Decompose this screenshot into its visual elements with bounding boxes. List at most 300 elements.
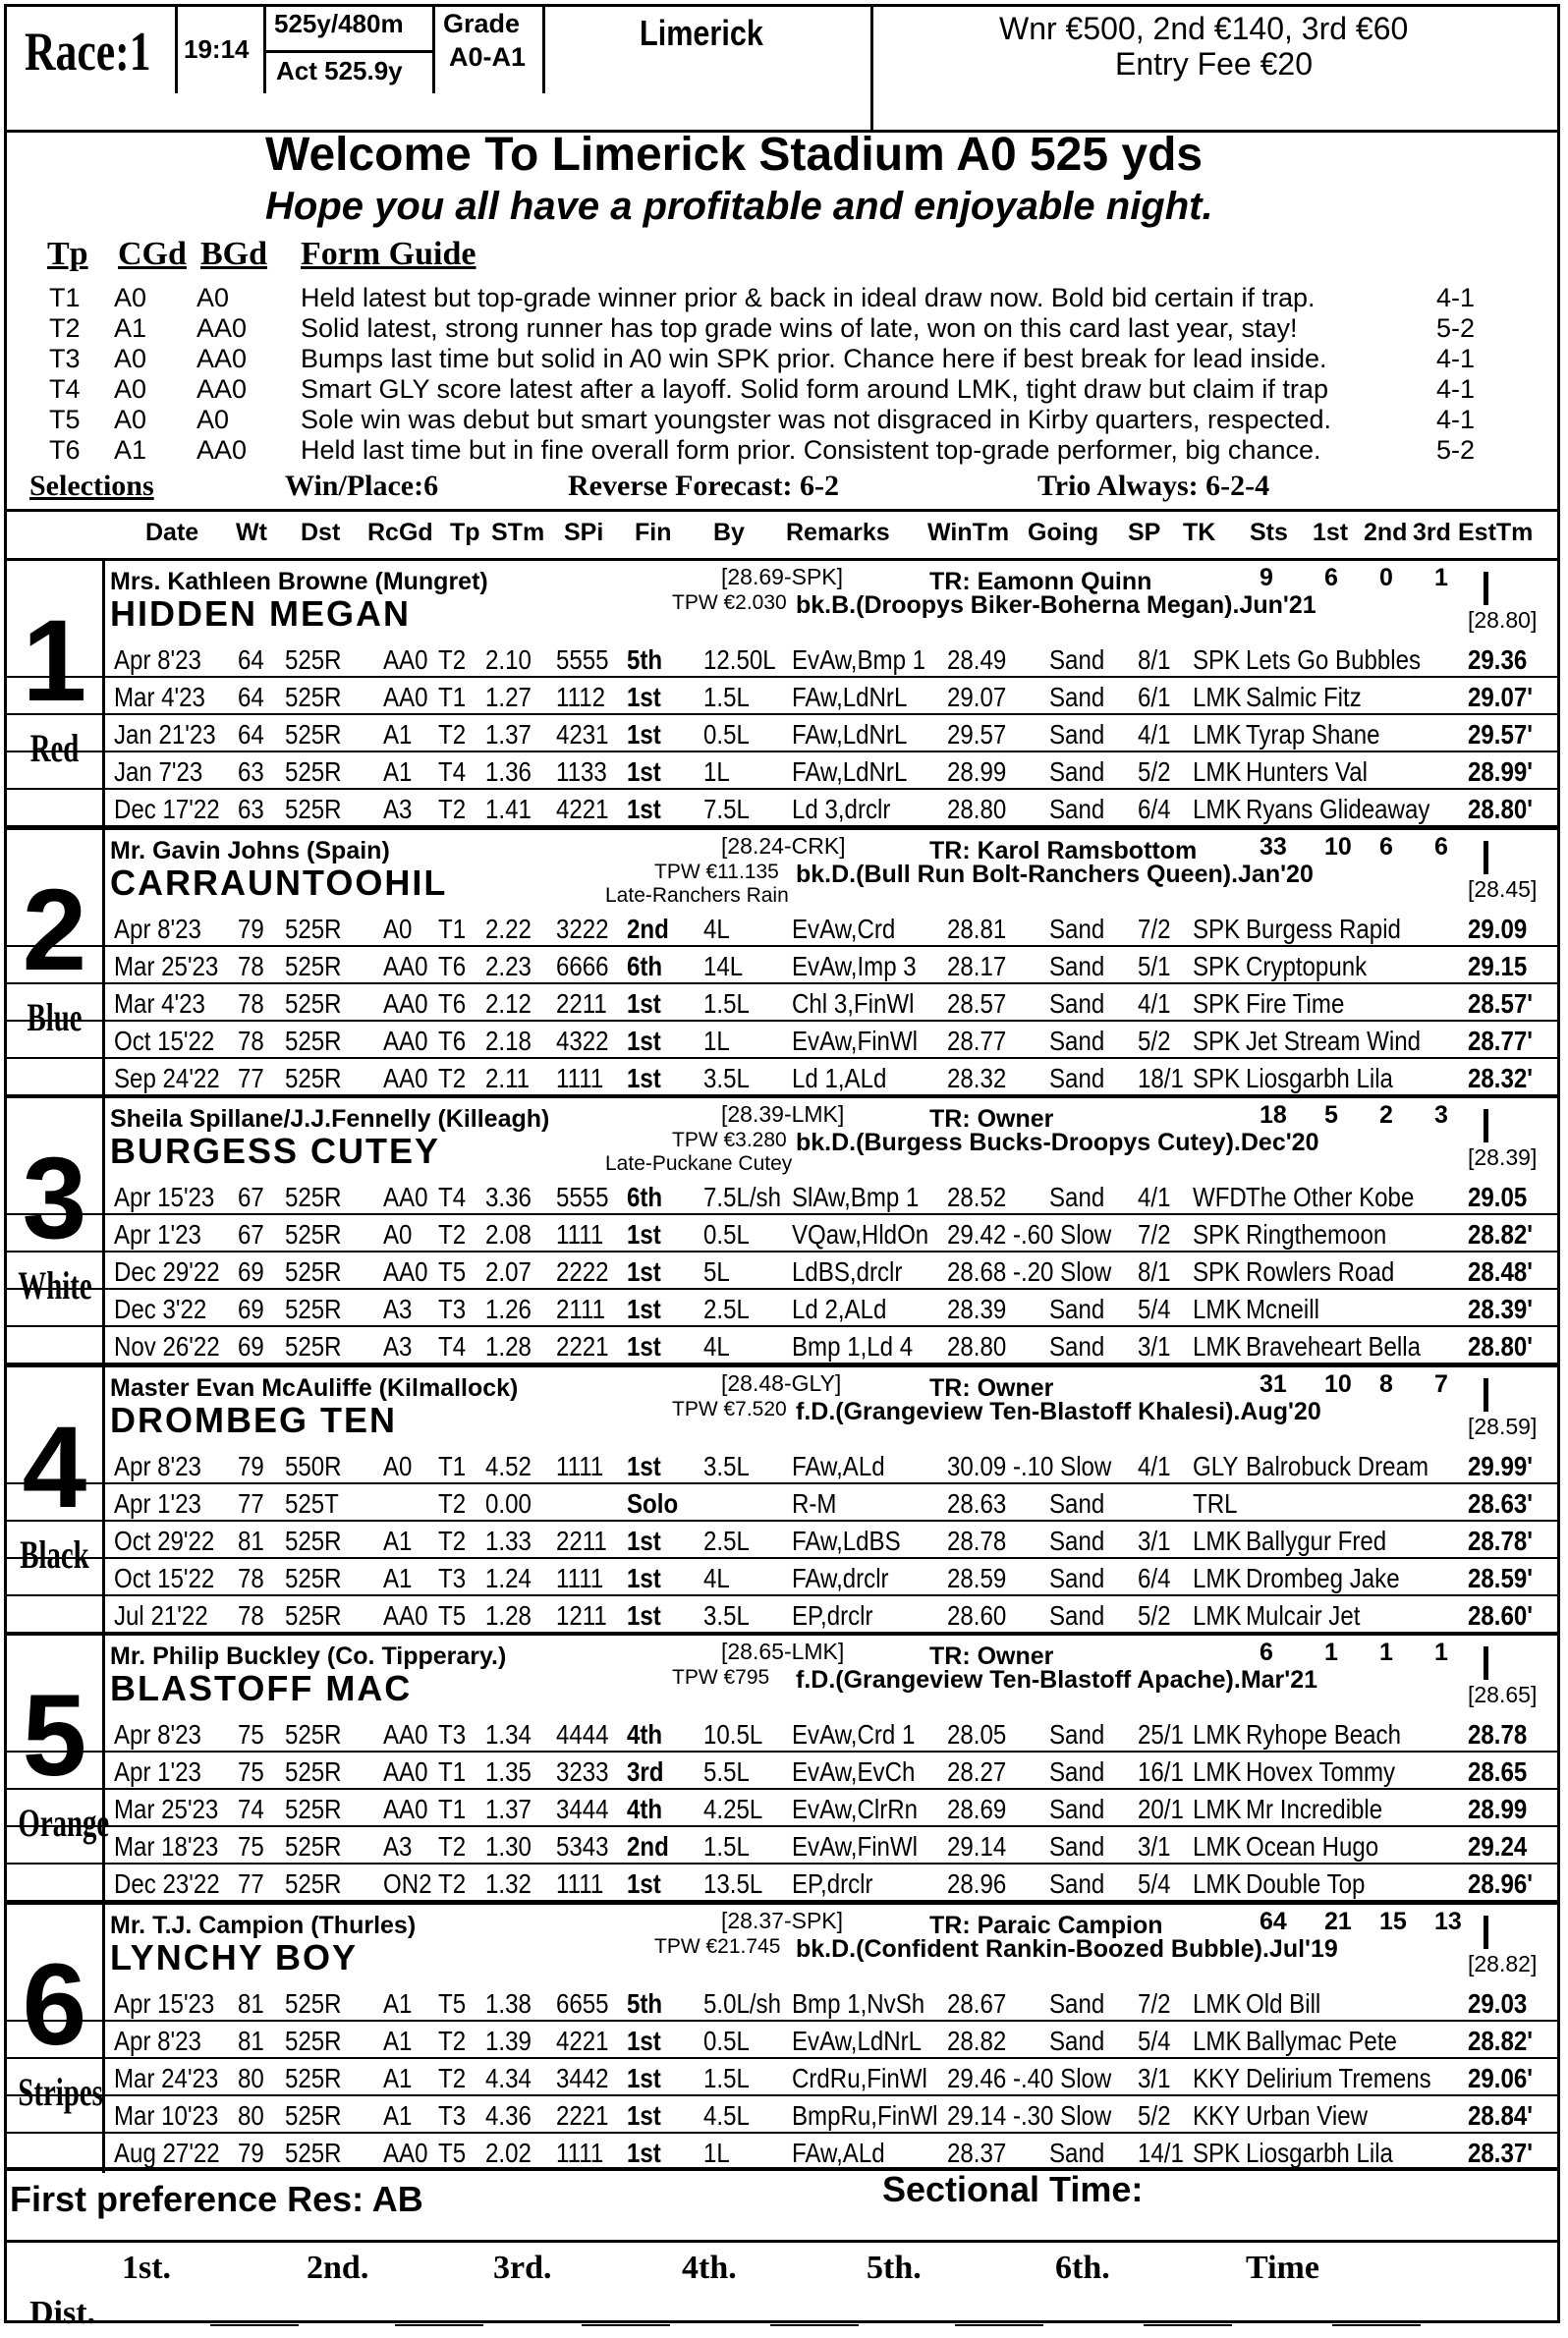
run-cell: SPK: [1193, 1026, 1241, 1056]
run-cell: Jan 7'23: [114, 756, 203, 787]
run-cell: 78: [238, 1563, 264, 1593]
run-cell: 1.39: [485, 2026, 532, 2056]
run-cell: 3/1: [1138, 1831, 1171, 1862]
run-cell: SPK: [1193, 1219, 1241, 1250]
run-cell: AA0: [383, 1063, 428, 1093]
run-cell: T6: [438, 951, 467, 981]
run-cell: 28.82': [1468, 1219, 1533, 1250]
run-cell: Sand: [1049, 2138, 1105, 2168]
run-cell: 1st: [627, 988, 661, 1019]
run-cell: 77: [238, 1868, 264, 1899]
trap-color: Black: [20, 1532, 89, 1577]
run-cell: 28.52: [947, 1182, 1007, 1212]
run-cell: T1: [438, 1451, 467, 1481]
run-cell: Ld 1,ALd: [792, 1063, 887, 1093]
run-cell: Mar 18'23: [114, 1831, 219, 1862]
stat-third: 1: [1434, 1639, 1448, 1666]
run-cell: Urban View: [1246, 2100, 1369, 2131]
run-cell: Apr 8'23: [114, 914, 201, 944]
run-cell: T2: [438, 1868, 467, 1899]
run-cell: EvAw,Crd 1: [792, 1719, 916, 1750]
run-cell: Ballymac Pete: [1246, 2026, 1397, 2056]
run-cell: 2.10: [485, 644, 532, 675]
run-cell: 28.57': [1468, 988, 1533, 1019]
fg-cgd-header: CGd: [118, 236, 187, 272]
run-cell: 0.5L: [703, 2026, 750, 2056]
run-cell: LMK: [1193, 719, 1242, 750]
divider: [4, 2240, 1560, 2243]
run-cell: 525R: [285, 1182, 342, 1212]
run-cell: Lets Go Bubbles: [1246, 644, 1422, 675]
trap-number: 4: [22, 1403, 87, 1532]
run-cell: 525R: [285, 1219, 342, 1250]
run-cell: 2221: [556, 1331, 609, 1362]
run-cell: 1st: [627, 2063, 661, 2093]
run-cell: 28.48': [1468, 1256, 1533, 1287]
owner: Mrs. Kathleen Browne (Mungret): [110, 568, 488, 595]
run-cell: 28.63': [1468, 1488, 1533, 1519]
run-cell: 1.5L: [703, 2063, 750, 2093]
run-cell: Sand: [1049, 2026, 1105, 2056]
tpw: TPW €7.520: [672, 1398, 787, 1420]
stat-second: 1: [1379, 1639, 1393, 1666]
run-cell: 2.5L: [703, 1526, 750, 1556]
fg-row-bgd: AA0: [196, 313, 248, 343]
run-cell: 5555: [556, 644, 609, 675]
run-cell: 1.26: [485, 1294, 532, 1324]
run-cell: 78: [238, 951, 264, 981]
run-cell: A3: [383, 1294, 413, 1324]
place-entry-line[interactable]: [210, 2324, 299, 2326]
fg-row-cgd: A0: [114, 374, 147, 404]
run-cell: Mar 24'23: [114, 2063, 219, 2093]
runner-trap-2: [4, 829, 1560, 1098]
run-cell: 525R: [285, 794, 342, 824]
trap-number: 2: [22, 865, 87, 995]
run-cell: 525R: [285, 1526, 342, 1556]
run-cell: Jet Stream Wind: [1246, 1026, 1421, 1056]
run-cell: T2: [438, 719, 467, 750]
run-cell: 28.60: [947, 1600, 1007, 1631]
run-cell: 29.14 -.30 Slow: [947, 2100, 1112, 2131]
run-cell: 5/1: [1138, 951, 1171, 981]
run-cell: Mar 10'23: [114, 2100, 219, 2131]
run-cell: 79: [238, 2138, 264, 2168]
run-cell: Liosgarbh Lila: [1246, 2138, 1393, 2168]
run-cell: 14/1: [1138, 2138, 1184, 2168]
run-cell: 28.80: [947, 794, 1007, 824]
run-cell: 1.32: [485, 1868, 532, 1899]
run-cell: Cryptopunk: [1246, 951, 1368, 981]
run-cell: LMK: [1193, 1600, 1242, 1631]
run-cell: 4.25L: [703, 1794, 763, 1824]
fg-row-cgd: A0: [114, 344, 147, 373]
run-cell: EvAw,Imp 3: [792, 951, 917, 981]
run-cell: 64: [238, 719, 264, 750]
runner-trap-6: [4, 1904, 1560, 2173]
run-cell: 1st: [627, 2026, 661, 2056]
run-cell: 28.82: [947, 2026, 1007, 2056]
run-cell: Ld 3,drclr: [792, 794, 891, 824]
run-cell: AA0: [383, 2138, 428, 2168]
run-cell: EvAw,FinWl: [792, 1831, 919, 1862]
run-cell: LMK: [1193, 794, 1242, 824]
run-cell: 29.46 -.40 Slow: [947, 2063, 1112, 2093]
run-cell: Sand: [1049, 951, 1105, 981]
run-cell: T1: [438, 1794, 467, 1824]
run-cell: 29.05: [1468, 1182, 1528, 1212]
breeding: f.D.(Grangeview Ten-Blastoff Apache).Mar'21: [796, 1666, 1318, 1694]
run-cell: Sand: [1049, 682, 1105, 712]
fg-row-odds: 4-1: [1436, 344, 1476, 373]
run-cell: WFD: [1193, 1182, 1247, 1212]
run-cell: 1.5L: [703, 988, 750, 1019]
run-cell: T4: [438, 756, 467, 787]
breeding: f.D.(Grangeview Ten-Blastoff Khalesi).Aug'20: [796, 1398, 1321, 1425]
col-header-rcgd: RcGd: [367, 519, 433, 546]
run-cell: 29.06': [1468, 2063, 1533, 2093]
run-cell: 525R: [285, 1831, 342, 1862]
fg-row-cgd: A1: [114, 313, 147, 343]
run-cell: 1st: [627, 756, 661, 787]
run-cell: 69: [238, 1256, 264, 1287]
run-cell: Sand: [1049, 1794, 1105, 1824]
run-cell: The Other Kobe: [1246, 1182, 1415, 1212]
run-cell: KKY: [1193, 2100, 1241, 2131]
run-cell: SPK: [1193, 1063, 1241, 1093]
run-cell: GLY: [1193, 1451, 1239, 1481]
run-cell: 1.37: [485, 719, 532, 750]
run-cell: Apr 1'23: [114, 1756, 201, 1787]
run-cell: 1.33: [485, 1526, 532, 1556]
run-cell: Apr 1'23: [114, 1488, 201, 1519]
best-time: [28.39-LMK]: [721, 1101, 845, 1127]
run-cell: 525R: [285, 1256, 342, 1287]
run-cell: 4221: [556, 2026, 609, 2056]
run-cell: T2: [438, 2026, 467, 2056]
run-cell: 3/1: [1138, 1331, 1171, 1362]
run-cell: 525R: [285, 1719, 342, 1750]
run-cell: 7/2: [1138, 1219, 1171, 1250]
run-cell: Ld 2,ALd: [792, 1294, 887, 1324]
run-cell: 1st: [627, 2138, 661, 2168]
run-cell: A1: [383, 2026, 413, 2056]
run-cell: 1st: [627, 682, 661, 712]
run-cell: 81: [238, 2026, 264, 2056]
run-cell: 1st: [627, 1063, 661, 1093]
place-entry-line[interactable]: [770, 2324, 859, 2326]
fg-row-tp: T5: [49, 405, 81, 434]
run-cell: Ringthemoon: [1246, 1219, 1387, 1250]
run-cell: BmpRu,FinWl: [792, 2100, 938, 2131]
run-cell: 29.36: [1468, 644, 1528, 675]
run-cell: EP,drclr: [792, 1600, 873, 1631]
run-cell: 6655: [556, 1988, 609, 2019]
venue-name: Limerick: [640, 13, 763, 53]
run-cell: 4L: [703, 914, 730, 944]
run-cell: 1.28: [485, 1600, 532, 1631]
run-cell: 79: [238, 914, 264, 944]
tpw: TPW €795: [672, 1666, 770, 1689]
run-cell: 1.27: [485, 682, 532, 712]
run-cell: AA0: [383, 1182, 428, 1212]
stat-third: 6: [1434, 833, 1448, 861]
run-cell: Double Top: [1246, 1868, 1366, 1899]
run-cell: Solo: [627, 1488, 679, 1519]
run-cell: Jan 21'23: [114, 719, 216, 750]
run-cell: 1.35: [485, 1756, 532, 1787]
col-header-spi: SPi: [564, 519, 604, 546]
run-cell: A3: [383, 1831, 413, 1862]
run-cell: Salmic Fitz: [1246, 682, 1362, 712]
run-cell: 28.81: [947, 914, 1007, 944]
race-actual: Act 525.9y: [276, 56, 403, 85]
run-cell: Jul 21'22: [114, 1600, 208, 1631]
run-cell: FAw,ALd: [792, 2138, 885, 2168]
run-cell: T3: [438, 1294, 467, 1324]
run-cell: 28.96': [1468, 1868, 1533, 1899]
estimated-time: [28.82]: [1468, 1951, 1538, 1976]
run-cell: 4/1: [1138, 719, 1171, 750]
stat-first: 10: [1324, 833, 1352, 861]
run-cell: 28.99: [947, 756, 1007, 787]
best-time: [28.24-CRK]: [721, 833, 846, 859]
run-cell: 4L: [703, 1331, 730, 1362]
run-cell: 2nd: [627, 914, 669, 944]
run-cell: 28.99': [1468, 756, 1533, 787]
run-cell: 525R: [285, 988, 342, 1019]
run-cell: 6666: [556, 951, 609, 981]
run-cell: 1st: [627, 1256, 661, 1287]
trap-number: 1: [22, 596, 87, 726]
run-cell: 4444: [556, 1719, 609, 1750]
race-header: [4, 4, 1560, 133]
run-cell: 1111: [556, 1063, 604, 1093]
run-cell: T2: [438, 644, 467, 675]
run-cell: T3: [438, 1719, 467, 1750]
time-entry-line[interactable]: [1332, 2324, 1421, 2326]
run-cell: 4/1: [1138, 1182, 1171, 1212]
col-header-fin: Fin: [635, 519, 672, 546]
run-cell: 29.07': [1468, 682, 1533, 712]
best-time: [28.65-LMK]: [721, 1639, 845, 1664]
stat-third: 7: [1434, 1370, 1448, 1398]
run-cell: T2: [438, 794, 467, 824]
run-cell: LMK: [1193, 1331, 1242, 1362]
run-cell: 5/2: [1138, 1026, 1171, 1056]
fg-row-cgd: A0: [114, 405, 147, 434]
run-cell: 77: [238, 1063, 264, 1093]
run-cell: 28.27: [947, 1756, 1007, 1787]
run-cell: Sand: [1049, 756, 1105, 787]
run-cell: 525R: [285, 1063, 342, 1093]
trap-color: Blue: [27, 995, 83, 1039]
stat-second: 8: [1379, 1370, 1393, 1398]
stat-third: 13: [1434, 1908, 1462, 1935]
run-cell: EvAw,ClrRn: [792, 1794, 919, 1824]
run-cell: A0: [383, 1451, 413, 1481]
stat-first: 21: [1324, 1908, 1352, 1935]
run-cell: 2.07: [485, 1256, 532, 1287]
fg-row-tp: T6: [49, 435, 81, 465]
place-entry-line[interactable]: [582, 2324, 670, 2326]
estimated-time: [28.80]: [1468, 607, 1538, 633]
run-cell: 29.15: [1468, 951, 1528, 981]
run-cell: T3: [438, 2100, 467, 2131]
run-cell: LMK: [1193, 1719, 1242, 1750]
run-cell: KKY: [1193, 2063, 1241, 2093]
run-cell: LMK: [1193, 1563, 1242, 1593]
breeding: bk.D.(Confident Rankin-Boozed Bubble).Jul'19: [796, 1935, 1338, 1963]
fg-row-odds: 4-1: [1436, 374, 1476, 404]
trainer: TR: Owner: [929, 1374, 1054, 1402]
stat-second: 0: [1379, 564, 1393, 591]
run-cell: 7/2: [1138, 914, 1171, 944]
run-cell: 29.99': [1468, 1451, 1533, 1481]
stat-starts: 64: [1260, 1908, 1287, 1935]
dog-name: DROMBEG TEN: [110, 1400, 397, 1440]
run-cell: Bmp 1,NvSh: [792, 1988, 925, 2019]
run-cell: 6th: [627, 951, 663, 981]
run-cell: 4.34: [485, 2063, 532, 2093]
best-time: [28.69-SPK]: [721, 564, 844, 589]
fg-row-text: Bumps last time but solid in A0 win SPK prior. Chance here if best break for lead inside.: [301, 344, 1327, 373]
trainer: TR: Paraic Campion: [929, 1912, 1163, 1939]
estimated-time: [28.59]: [1468, 1414, 1538, 1439]
run-cell: 75: [238, 1831, 264, 1862]
stat-second: 6: [1379, 833, 1393, 861]
race-grade-cell: [435, 7, 545, 93]
dog-name: BLASTOFF MAC: [110, 1668, 413, 1708]
run-cell: 2nd: [627, 1831, 669, 1862]
run-cell: 6th: [627, 1182, 663, 1212]
run-cell: FAw,drclr: [792, 1563, 889, 1593]
runner-trap-4: [4, 1366, 1560, 1636]
run-cell: 29.03: [1468, 1988, 1528, 2019]
run-cell: 78: [238, 988, 264, 1019]
sire-note: Late-Puckane Cutey: [605, 1152, 793, 1175]
stat-starts: 18: [1260, 1101, 1287, 1129]
run-cell: A1: [383, 1526, 413, 1556]
run-cell: 2.23: [485, 951, 532, 981]
run-cell: A1: [383, 719, 413, 750]
run-cell: Ryhope Beach: [1246, 1719, 1401, 1750]
run-cell: Apr 15'23: [114, 1988, 215, 2019]
run-cell: Sand: [1049, 1026, 1105, 1056]
run-cell: 13.5L: [703, 1868, 763, 1899]
run-cell: Apr 8'23: [114, 1719, 201, 1750]
stat-third: 1: [1434, 564, 1448, 591]
dog-name: BURGESS CUTEY: [110, 1131, 441, 1171]
run-cell: Sep 24'22: [114, 1063, 220, 1093]
run-cell: 1.5L: [703, 682, 750, 712]
marker-bar: [1484, 1916, 1488, 1949]
run-cell: 28.17: [947, 951, 1007, 981]
run-cell: 80: [238, 2063, 264, 2093]
run-cell: 20/1: [1138, 1794, 1184, 1824]
run-cell: 525R: [285, 2063, 342, 2093]
run-cell: 0.5L: [703, 719, 750, 750]
run-cell: A1: [383, 1563, 413, 1593]
col-header-going: Going: [1028, 519, 1099, 546]
place-entry-line[interactable]: [1144, 2324, 1232, 2326]
fg-row-odds: 4-1: [1436, 405, 1476, 434]
run-cell: 77: [238, 1488, 264, 1519]
entry-fee: Entry Fee €20: [1115, 46, 1313, 82]
run-cell: 5/4: [1138, 2026, 1171, 2056]
place-entry-line[interactable]: [395, 2324, 483, 2326]
run-cell: 1st: [627, 719, 661, 750]
run-cell: T5: [438, 1600, 467, 1631]
run-cell: Apr 8'23: [114, 1451, 201, 1481]
run-cell: 5th: [627, 644, 663, 675]
breeding: bk.D.(Burgess Bucks-Droopys Cutey).Dec'20: [796, 1129, 1319, 1156]
run-cell: 1.34: [485, 1719, 532, 1750]
run-cell: FAw,LdBS: [792, 1526, 901, 1556]
run-cell: 28.80': [1468, 794, 1533, 824]
prize-money: Wnr €500, 2nd €140, 3rd €60: [999, 11, 1409, 46]
run-cell: Apr 15'23: [114, 1182, 215, 1212]
stat-starts: 33: [1260, 833, 1287, 861]
run-cell: 28.80: [947, 1331, 1007, 1362]
run-cell: Sand: [1049, 1756, 1105, 1787]
run-cell: AA0: [383, 1719, 428, 1750]
run-cell: 28.96: [947, 1868, 1007, 1899]
run-cell: 28.37': [1468, 2138, 1533, 2168]
place-entry-line[interactable]: [955, 2324, 1043, 2326]
best-time: [28.37-SPK]: [721, 1908, 844, 1933]
fg-row-text: Held latest but top-grade winner prior & back in ideal draw now. Bold bid certain if trap.: [301, 283, 1316, 312]
run-cell: A0: [383, 914, 413, 944]
run-cell: T5: [438, 2138, 467, 2168]
run-cell: 1st: [627, 1563, 661, 1593]
trap-number: 3: [22, 1134, 87, 1263]
run-cell: 75: [238, 1756, 264, 1787]
run-cell: Sand: [1049, 1868, 1105, 1899]
run-cell: 28.78: [947, 1526, 1007, 1556]
stat-first: 10: [1324, 1370, 1352, 1398]
run-cell: 28.39: [947, 1294, 1007, 1324]
fg-row-cgd: A1: [114, 435, 147, 465]
run-cell: 67: [238, 1219, 264, 1250]
run-cell: Sand: [1049, 644, 1105, 675]
run-cell: 2221: [556, 2100, 609, 2131]
tpw: TPW €3.280: [672, 1129, 787, 1151]
run-cell: 7/2: [1138, 1988, 1171, 2019]
run-cell: 28.78: [1468, 1719, 1528, 1750]
run-cell: 28.37: [947, 2138, 1007, 2168]
run-cell: Balrobuck Dream: [1246, 1451, 1429, 1481]
runner-trap-3: [4, 1097, 1560, 1366]
run-cell: 28.59: [947, 1563, 1007, 1593]
run-cell: Sand: [1049, 1719, 1105, 1750]
col-header-sp: SP: [1128, 519, 1161, 546]
run-cell: 2111: [556, 1294, 606, 1324]
fg-row-text: Solid latest, strong runner has top grade wins of late, won on this card last year, stay!: [301, 313, 1298, 343]
run-cell: 1111: [556, 1451, 604, 1481]
fg-row-bgd: AA0: [196, 435, 248, 465]
run-cell: 4th: [627, 1719, 663, 1750]
run-cell: LMK: [1193, 1988, 1242, 2019]
fg-row-tp: T4: [49, 374, 81, 404]
run-cell: 67: [238, 1182, 264, 1212]
run-cell: T5: [438, 1988, 467, 2019]
run-cell: Mar 25'23: [114, 951, 219, 981]
run-cell: EvAw,LdNrL: [792, 2026, 923, 2056]
run-cell: 28.60': [1468, 1600, 1533, 1631]
run-cell: 28.69: [947, 1794, 1007, 1824]
run-cell: Sand: [1049, 719, 1105, 750]
